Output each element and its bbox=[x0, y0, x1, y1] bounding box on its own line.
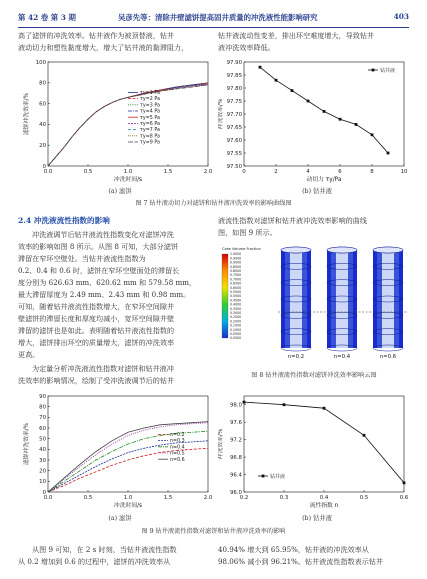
data-point bbox=[355, 123, 358, 126]
legend-label: n=0.5 bbox=[170, 451, 185, 457]
y-axis-label: 滤饼冲洗效率/% bbox=[24, 422, 30, 466]
text-line: 图，如图 9 所示。 bbox=[218, 228, 277, 237]
x-tick-label: 1.5 bbox=[163, 169, 173, 175]
x-tick-label: 1.0 bbox=[123, 169, 133, 175]
y-axis-label: 滤饼冲洗效率/% bbox=[24, 92, 30, 136]
y-tick-label: 10 bbox=[39, 479, 46, 486]
legend-label: 钻井液 bbox=[380, 68, 396, 74]
legend-value: 0.4500 bbox=[230, 298, 242, 303]
y-tick-label: 30 bbox=[39, 457, 46, 464]
series-line bbox=[244, 402, 404, 483]
legend-label: τy=9 Pa bbox=[140, 140, 160, 146]
left-paragraph-bottom bbox=[18, 544, 208, 568]
text-line: 从 0.2 增加到 0.6 的过程中，滤饼的冲洗效率从 bbox=[18, 557, 171, 566]
series-line bbox=[48, 85, 208, 166]
x-tick-label: 0.5 bbox=[83, 495, 93, 501]
legend-value: 0.5500 bbox=[230, 290, 242, 294]
text-line: 滞留在窄环空壁处。当钻井液流性指数为 bbox=[18, 254, 146, 263]
figure-7b-label: (b) 钻井液 bbox=[302, 188, 332, 195]
x-tick-label: 0.0 bbox=[43, 495, 53, 501]
data-point bbox=[283, 403, 286, 406]
y-tick-label: 40 bbox=[39, 447, 46, 454]
figure-7a-chart bbox=[18, 58, 218, 186]
legend-value: 0.2500 bbox=[230, 315, 242, 320]
figure-9a-label: (a) 滤饼 bbox=[108, 515, 132, 522]
journal-volume: 第 42 卷 第 3 期 bbox=[18, 13, 76, 22]
legend-label: τy=7 Pa bbox=[140, 128, 160, 134]
legend-label: τy=8 Pa bbox=[140, 134, 160, 140]
legend-label: 钻井液 bbox=[270, 474, 286, 480]
text-line: 洗效率的影响情况，绘制了受冲洗液调节后的钻井 bbox=[18, 376, 175, 385]
data-point bbox=[387, 152, 390, 155]
text-line: 可知，随着钻井液流性指数增大，在窄环空间隙井 bbox=[18, 302, 175, 311]
data-point bbox=[363, 434, 366, 437]
x-tick-label: 2 bbox=[274, 169, 278, 175]
plot-frame bbox=[244, 396, 404, 492]
color-legend-bar bbox=[222, 254, 228, 338]
legend-value: 0.5000 bbox=[230, 294, 242, 299]
figure-7b-chart bbox=[218, 58, 413, 186]
text-line: 更高。 bbox=[18, 350, 40, 359]
legend-label: τy=1 Pa bbox=[140, 91, 160, 96]
y-tick-label: 0 bbox=[42, 163, 46, 170]
legend-label: n=0.3 bbox=[170, 439, 185, 445]
cylinder-label: n=0.2 bbox=[287, 354, 305, 360]
cylinder-highlight bbox=[290, 250, 302, 348]
legend-value: 0.1500 bbox=[230, 323, 242, 328]
text-line: 滞留的滤饼也是如此。表明随着钻井液流性指数的 bbox=[18, 326, 175, 335]
legend-value: 0.0500 bbox=[230, 332, 242, 336]
y-tick-label: 97.2 bbox=[229, 437, 242, 444]
legend-value: 0.6000 bbox=[230, 285, 242, 290]
cylinder-highlight bbox=[382, 250, 394, 348]
data-point bbox=[339, 118, 342, 121]
legend-value: 0.9500 bbox=[230, 256, 242, 261]
x-tick-label: 0.0 bbox=[43, 169, 53, 175]
figure-9b-chart bbox=[218, 392, 413, 510]
left-paragraph-top bbox=[18, 30, 208, 54]
text-line: 0.2、0.4 和 0.6 时，滤饼在窄环空壁面处的滞留长 bbox=[18, 266, 180, 275]
text-line: 钻井液流动性变差，排出环空难度增大，导致钻井 bbox=[218, 31, 375, 40]
legend-value: 0.3500 bbox=[230, 306, 242, 311]
text-line: 最大滞留厚度为 2.49 mm、2.43 mm 和 0.98 mm。 bbox=[18, 290, 191, 299]
plot-frame bbox=[244, 62, 404, 166]
legend-value: 0.7000 bbox=[230, 277, 242, 282]
cylinder-top bbox=[327, 247, 357, 253]
legend-label: τy=4 Pa bbox=[140, 109, 160, 115]
legend-label: n=0.6 bbox=[170, 457, 185, 463]
legend-value: 0.2000 bbox=[230, 319, 242, 324]
legend-value: 0.0000 bbox=[230, 336, 242, 341]
figure-8-contour bbox=[218, 242, 413, 366]
y-tick-label: 0 bbox=[42, 489, 46, 496]
y-tick-label: 97.50 bbox=[226, 163, 242, 170]
data-point bbox=[259, 66, 262, 69]
plot-frame bbox=[48, 62, 208, 166]
y-tick-label: 97.65 bbox=[226, 124, 242, 131]
y-tick-label: 97.60 bbox=[226, 137, 242, 144]
legend-value: 1.0000 bbox=[230, 252, 242, 257]
data-point bbox=[323, 110, 326, 113]
legend-label: n=0.2 bbox=[170, 433, 185, 438]
legend-value: 0.9000 bbox=[230, 260, 242, 265]
legend-marker bbox=[372, 69, 375, 72]
x-tick-label: 8 bbox=[370, 169, 374, 175]
figure-7-caption: 图 7 钻井液动切力对滤饼和钻井液冲洗效率的影响曲线图 bbox=[135, 200, 292, 207]
y-tick-label: 80 bbox=[39, 404, 46, 411]
data-point bbox=[323, 407, 326, 410]
header-rule bbox=[18, 27, 409, 28]
x-axis-label: 流性指数 n bbox=[309, 503, 339, 509]
x-tick-label: 0.6 bbox=[399, 495, 409, 501]
y-tick-label: 60 bbox=[39, 425, 46, 432]
right-paragraph-bottom bbox=[218, 544, 410, 568]
x-tick-label: 0.5 bbox=[83, 169, 93, 175]
figure-8-caption: 图 8 钻井液流性指数对滤饼冲洗效率影响云图 bbox=[251, 372, 377, 379]
legend-value: 0.8500 bbox=[230, 264, 242, 269]
text-line: 液冲洗效率降低。 bbox=[218, 43, 275, 52]
legend-value: 0.3000 bbox=[230, 311, 242, 315]
y-tick-label: 97.55 bbox=[226, 150, 242, 157]
series-line bbox=[48, 84, 208, 166]
text-line: 度分别为 626.63 mm、620.62 mm 和 579.58 mm， bbox=[18, 278, 197, 287]
x-axis-label: 冲洗时间/s bbox=[113, 177, 143, 183]
y-tick-label: 97.6 bbox=[229, 419, 242, 426]
y-axis-label: 冲洗效率/% bbox=[218, 98, 224, 130]
data-point bbox=[291, 89, 294, 92]
x-axis-label: 动切力 τy/Pa bbox=[306, 177, 342, 183]
data-point bbox=[243, 401, 246, 404]
x-tick-label: 2.0 bbox=[203, 169, 213, 175]
x-tick-label: 2.0 bbox=[203, 495, 213, 501]
series-line bbox=[48, 84, 208, 166]
y-tick-label: 97.70 bbox=[226, 111, 242, 118]
x-tick-label: 4 bbox=[306, 169, 310, 175]
y-tick-label: 20 bbox=[39, 468, 46, 475]
legend-marker bbox=[262, 475, 265, 478]
y-tick-label: 97.80 bbox=[226, 85, 242, 92]
legend-value: 0.1000 bbox=[230, 327, 242, 332]
cylinder-top bbox=[281, 247, 311, 253]
legend-value: 0.6500 bbox=[230, 281, 242, 286]
text-line: 液动切力和塑性黏度增大，增大了钻井液的黏滞阻力， bbox=[18, 43, 189, 52]
cylinder-top bbox=[373, 247, 403, 253]
y-tick-label: 97.75 bbox=[226, 98, 242, 105]
text-line: 98.06% 减小到 96.21%。钻井液流性指数表示钻井 bbox=[218, 557, 384, 566]
text-line: 冲洗液调节后钻井液流性指数变化对滤饼冲洗 bbox=[32, 230, 174, 239]
right-paragraph-top bbox=[218, 30, 410, 54]
figure-7a-label: (a) 滤饼 bbox=[108, 188, 132, 195]
x-tick-label: 1.5 bbox=[163, 495, 173, 501]
left-paragraph-mid bbox=[18, 229, 208, 387]
x-axis-label: 冲洗时间/s bbox=[113, 503, 143, 509]
legend-label: τy=2 Pa bbox=[140, 97, 160, 103]
x-tick-label: 0.2 bbox=[239, 495, 249, 501]
legend-value: 0.4000 bbox=[230, 302, 242, 307]
legend-title: Cake Volume Fraction bbox=[222, 247, 261, 251]
y-tick-label: 96.0 bbox=[229, 489, 242, 496]
cylinder-highlight bbox=[336, 250, 348, 348]
y-tick-label: 96.8 bbox=[229, 454, 242, 461]
y-tick-label: 98.0 bbox=[229, 402, 242, 409]
y-tick-label: 100 bbox=[35, 59, 46, 66]
text-line: 壁滤饼的滞留长度和厚度均减小，宽环空间隙井壁 bbox=[18, 314, 175, 323]
text-line: 高了滤饼的冲洗效率。钻井液作为被顶替液，钻井 bbox=[18, 31, 175, 40]
y-tick-label: 20 bbox=[39, 143, 46, 149]
y-tick-label: 90 bbox=[39, 393, 46, 400]
y-tick-label: 96.4 bbox=[229, 472, 242, 479]
legend-label: τy=6 Pa bbox=[140, 122, 160, 127]
running-header bbox=[18, 12, 409, 26]
y-tick-label: 50 bbox=[39, 436, 46, 443]
series-line bbox=[48, 83, 208, 166]
x-tick-label: 1.0 bbox=[123, 495, 133, 501]
figure-9-caption: 图 9 钻井液流性指数对滤饼和钻井液冲洗效率的影响 bbox=[141, 528, 286, 535]
text-line: 增大，滤饼排出环空的质量增大，滤饼的冲洗效率 bbox=[18, 338, 175, 347]
data-point bbox=[403, 481, 406, 484]
figure-9b-label: (b) 钻井液 bbox=[302, 515, 332, 522]
data-point bbox=[307, 100, 310, 103]
text-line: 液流性指数对滤饼和钻井液冲洗效率影响的曲线 bbox=[218, 216, 367, 225]
text-line: 效率的影响如图 8 所示。从图 8 可知，大部分滤饼 bbox=[18, 242, 178, 251]
legend-label: τy=5 Pa bbox=[140, 115, 160, 121]
series-line bbox=[48, 83, 208, 166]
y-tick-label: 40 bbox=[39, 122, 46, 129]
legend-label: τy=3 Pa bbox=[140, 103, 160, 109]
series-line bbox=[48, 83, 208, 166]
page-number: 403 bbox=[393, 12, 409, 21]
text-line: 从图 9 可知，在 2 s 时刻，当钻井液流性指数 bbox=[32, 545, 177, 554]
x-tick-label: 10 bbox=[400, 169, 408, 175]
right-paragraph-mid bbox=[218, 215, 410, 239]
section-heading: 2.4 冲洗液流性指数的影响 bbox=[18, 216, 110, 225]
cylinder-label: n=0.4 bbox=[333, 354, 351, 360]
y-tick-label: 97.90 bbox=[226, 59, 242, 66]
x-tick-label: 0.3 bbox=[279, 495, 289, 501]
data-point bbox=[275, 79, 278, 82]
figure-9a-chart bbox=[18, 392, 218, 510]
text-line: 为定量分析冲洗液流性指数对滤饼和钻井液冲 bbox=[32, 364, 174, 373]
data-point bbox=[371, 133, 374, 136]
y-tick-label: 70 bbox=[39, 415, 46, 422]
x-tick-label: 6 bbox=[338, 169, 342, 175]
cylinder-label: n=0.6 bbox=[379, 354, 397, 360]
x-tick-label: 0.4 bbox=[319, 495, 329, 501]
legend-label: n=0.4 bbox=[170, 445, 185, 451]
text-line: 40.94% 增大到 65.95%，钻井液的冲洗效率从 bbox=[218, 545, 369, 554]
y-tick-label: 80 bbox=[39, 80, 46, 87]
y-axis-label: 冲洗效率/% bbox=[218, 428, 224, 460]
series-line bbox=[48, 84, 208, 166]
running-title: 吴彦先等：清除井壁滤饼提高固井质量的冲洗液性能影响研究 bbox=[118, 13, 318, 22]
legend-value: 0.7500 bbox=[230, 273, 242, 278]
x-tick-label: 0.5 bbox=[359, 495, 369, 501]
x-tick-label: 0 bbox=[242, 169, 246, 175]
y-tick-label: 60 bbox=[39, 101, 46, 108]
y-tick-label: 97.85 bbox=[226, 72, 242, 79]
legend-value: 0.8000 bbox=[230, 269, 242, 273]
